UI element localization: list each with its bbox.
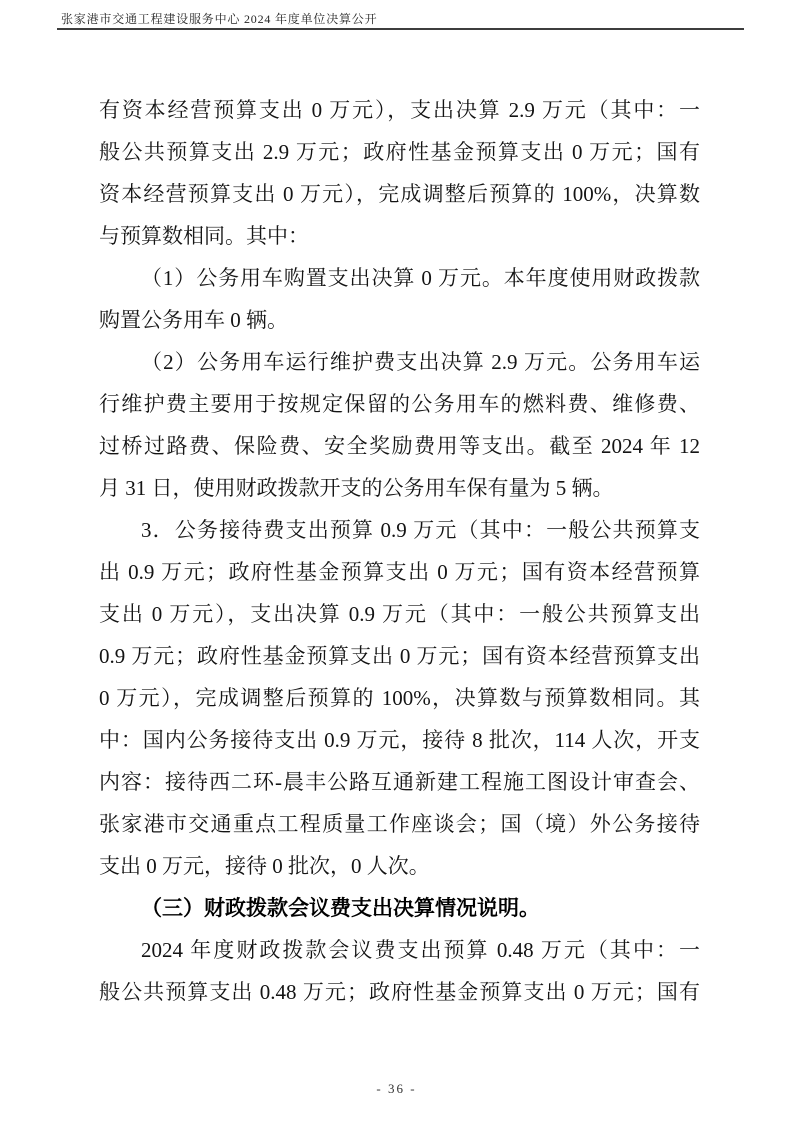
text-line: （2）公务用车运行维护费支出决算 2.9 万元。公务用车运 bbox=[141, 350, 700, 374]
text-line: 购置公务用车 0 辆。 bbox=[99, 308, 288, 332]
document-header-title: 张家港市交通工程建设服务中心 2024 年度单位决算公开 bbox=[61, 12, 378, 26]
page-number: - 36 - bbox=[376, 1081, 417, 1096]
text-line: 出 0.9 万元；政府性基金预算支出 0 万元；国有资本经营预算 bbox=[99, 560, 700, 584]
text-line: 过桥过路费、保险费、安全奖励费用等支出。截至 2024 年 12 bbox=[99, 434, 700, 458]
section-heading: （三）财政拨款会议费支出决算情况说明。 bbox=[141, 896, 540, 920]
text-line: 2024 年度财政拨款会议费支出预算 0.48 万元（其中：一 bbox=[141, 938, 700, 962]
text-line: 资本经营预算支出 0 万元），完成调整后预算的 100%，决算数 bbox=[99, 182, 700, 206]
page-header bbox=[57, 12, 744, 30]
header-rule bbox=[57, 28, 744, 30]
text-line: 0 万元），完成调整后预算的 100%，决算数与预算数相同。其 bbox=[99, 686, 700, 710]
text-line: 0.9 万元；政府性基金预算支出 0 万元；国有资本经营预算支出 bbox=[99, 644, 700, 668]
text-line: 般公共预算支出 0.48 万元；政府性基金预算支出 0 万元；国有 bbox=[99, 980, 700, 1004]
text-line: 月 31 日，使用财政拨款开支的公务用车保有量为 5 辆。 bbox=[99, 476, 614, 500]
text-line: 般公共预算支出 2.9 万元；政府性基金预算支出 0 万元；国有 bbox=[99, 140, 700, 164]
text-line: 行维护费主要用于按规定保留的公务用车的燃料费、维修费、 bbox=[99, 392, 700, 416]
text-line: （1）公务用车购置支出决算 0 万元。本年度使用财政拨款 bbox=[141, 266, 700, 290]
text-line: 有资本经营预算支出 0 万元），支出决算 2.9 万元（其中：一 bbox=[99, 98, 700, 122]
text-line: 支出 0 万元），支出决算 0.9 万元（其中：一般公共预算支出 bbox=[99, 602, 700, 626]
text-line: 内容：接待西二环-晨丰公路互通新建工程施工图设计审查会、 bbox=[99, 770, 700, 794]
text-line: 张家港市交通重点工程质量工作座谈会；国（境）外公务接待 bbox=[99, 812, 700, 836]
text-line: 与预算数相同。其中： bbox=[99, 224, 309, 248]
page-footer bbox=[0, 1080, 793, 1098]
text-line: 3．公务接待费支出预算 0.9 万元（其中：一般公共预算支 bbox=[141, 518, 700, 542]
text-line: 支出 0 万元，接待 0 批次，0 人次。 bbox=[99, 854, 430, 878]
text-line: 中：国内公务接待支出 0.9 万元，接待 8 批次，114 人次，开支 bbox=[99, 728, 700, 752]
document-body bbox=[99, 89, 700, 1013]
